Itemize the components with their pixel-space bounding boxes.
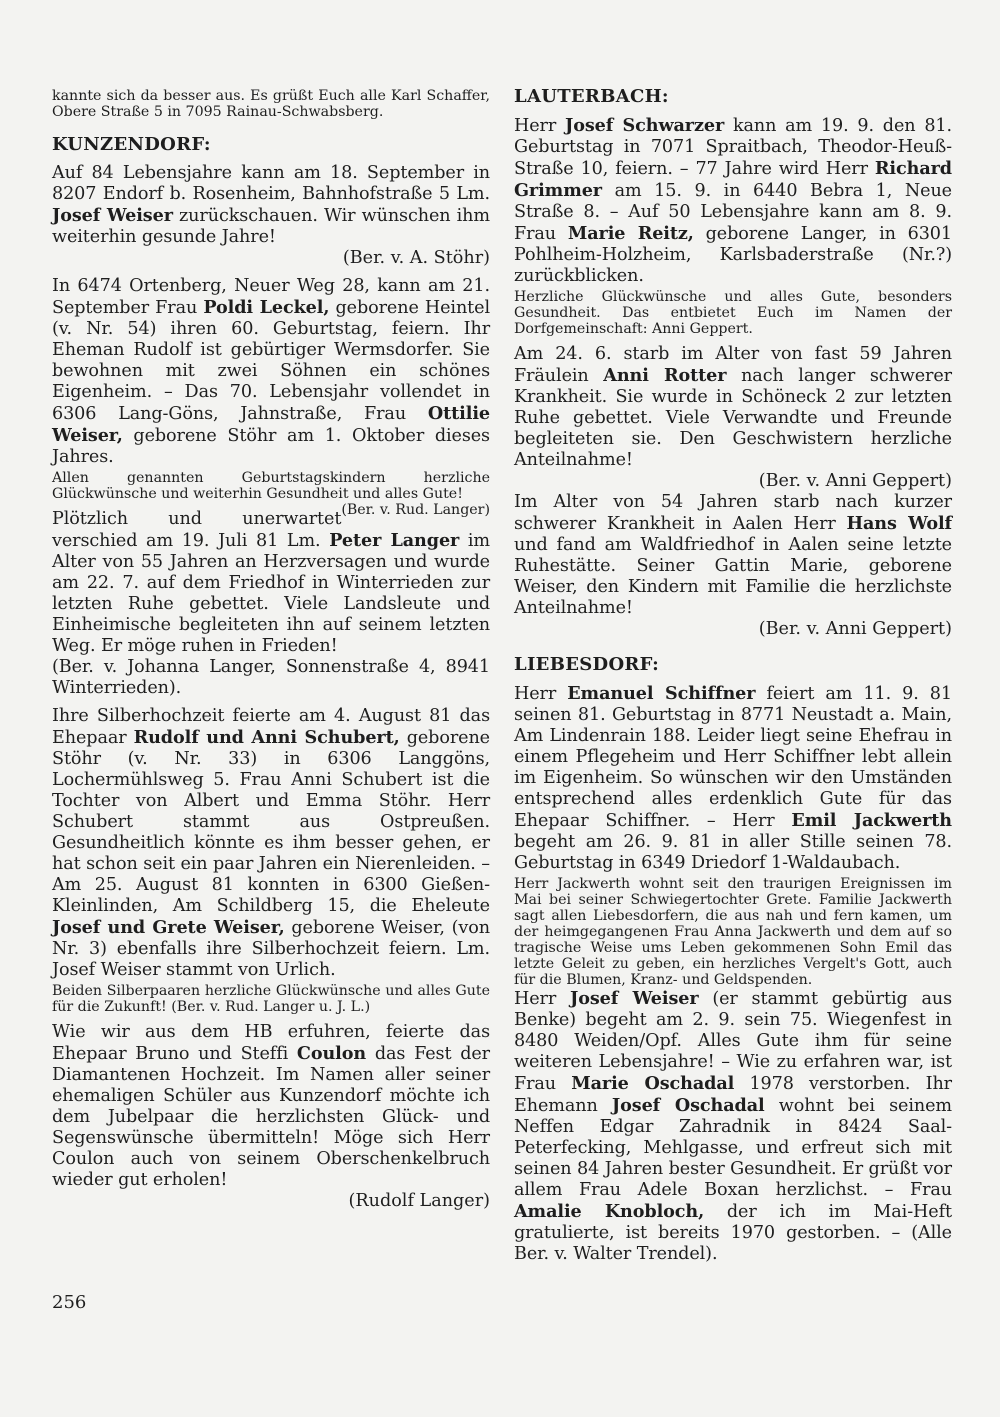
person-name: Josef und Grete Weiser,	[52, 917, 285, 938]
text-run: Auf 84 Lebensjahre kann am 18. September in 8207 Endorf b. Rosenheim, Bahnhofstraße 5 Lm.	[52, 163, 490, 204]
small-print-note	[52, 983, 490, 1015]
text-run: das Fest der Diamantenen Hochzeit. Im Namen aller seiner ehemaligen Schüler aus Kunzendorf möchte ich dem Jubelpaar die herzlichsten Glück- und Segenswünsche übermitteln! Möge sich Herr Coulon auch von seinem Oberschenkelbruch wieder gut erholen!	[52, 1044, 490, 1190]
text-run: Herr	[514, 684, 568, 704]
person-name: Emanuel Schiffner	[567, 683, 756, 704]
text-run: 1978 verstorben. Ihr Ehemann	[514, 1074, 952, 1116]
person-name: Richard Grimmer	[514, 158, 952, 201]
text-run: kann am 19. 9. den 81. Geburtstag in 7071 Spraitbach, Theodor-Heuß-Straße 10, feiern. – 77 Jahre wird Herr	[514, 116, 952, 179]
text-run: (er stammt gebürtig aus Benke) begeht am 2. 9. sein 75. Wiegenfest in 8480 Weiden/Opf. Alles Gute ihm für seine weiteren Lebensjahre! – Wie zu erfahren war, ist Frau	[514, 989, 952, 1094]
text-run: kannte sich da besser aus. Es grüßt Euch alle Karl Schaffer, Obere Straße 5 in 7095 Rainau-Schwabsberg.	[52, 88, 490, 120]
paragraph	[52, 657, 490, 699]
small-print-note	[514, 289, 952, 337]
page-number: 256	[52, 1292, 87, 1313]
person-name: Peter Langer	[329, 530, 460, 551]
person-name: Josef Weiser	[570, 988, 699, 1009]
person-name: Coulon	[296, 1043, 367, 1064]
person-name: Hans Wolf	[846, 513, 953, 534]
section-heading	[514, 654, 952, 676]
left-column	[52, 86, 490, 1212]
small-print-note	[52, 470, 490, 518]
paragraph	[52, 509, 490, 657]
text-run: (Rudolf Langer)	[348, 1191, 490, 1211]
person-name: Poldi Leckel,	[203, 297, 330, 318]
person-name: Josef Schwarzer	[564, 115, 725, 136]
text-run: im Alter von 55 Jahren an Herzversagen und wurde am 22. 7. auf dem Friedhof in Winterrieden zur letzten Ruhe gebettet. Viele Landsleute und Einheimische begleiteten ihn auf seinem letzten Weg. Er möge ruhen in Frieden!	[52, 531, 490, 656]
paragraph	[52, 706, 490, 981]
text-run: nach langer schwerer Krankheit. Sie wurde in Schöneck 2 zur letzten Ruhe gebettet. Viele Verwandte und Freunde begleiteten sie. Den Geschwistern herzliche Anteilnahme!	[514, 366, 952, 470]
text-run: und fand am Waldfriedhof in Aalen seine letzte Ruhestätte. Seiner Gattin Marie, geborene Weiser, den Kindern mit Familie die herzlichste Anteilnahme!	[514, 535, 952, 618]
text-run: Herr Jackwerth wohnt seit den traurigen Ereignissen im Mai bei seiner Schwiegertochter Grete. Familie Jackwerth sagt allen Liebesdorfern, die aus nah und fern kamen, um der heimgegangenen Frau Anna Jackwerth und dem auf so tragische Weise ums Leben gekommenen Sohn Emil das letzte Geleit zu geben, ein herzliches Vergelt's Gott, auch für die Blumen, Kranz- und Geldspenden.	[514, 876, 952, 988]
paragraph	[52, 163, 490, 248]
report-attribution	[52, 1191, 490, 1212]
person-name: Josef Weiser	[52, 205, 173, 226]
text-run: Herzliche Glückwünsche und alles Gute, besonders Gesundheit. Das entbietet Euch im Namen der Dorfgemeinschaft: Anni Geppert.	[514, 289, 952, 337]
text-run: geborene Stöhr am 1. Oktober dieses Jahres.	[52, 426, 490, 467]
text-run: (Ber. v. A. Stöhr)	[342, 248, 490, 268]
person-name: Anni Rotter	[603, 365, 727, 386]
text-run: Allen genannten Geburtstagskindern herzliche Glückwünsche und weiterhin Gesundheit und alles Gute!	[52, 470, 490, 502]
person-name: Josef Oschadal	[611, 1095, 765, 1116]
text-run: (Ber. v. Johanna Langer, Sonnenstraße 4, 8941 Winterrieden).	[52, 657, 490, 698]
text-run: Herr	[514, 989, 570, 1009]
text-run: In 6474 Ortenberg, Neuer Weg 28, kann am 21. September Frau	[52, 276, 490, 318]
paragraph	[52, 1022, 490, 1191]
text-run: der ich im Mai-Heft gratulierte, ist bereits 1970 gestorben. – (Alle Ber. v. Walter Trendel).	[514, 1202, 952, 1264]
paragraph	[514, 115, 952, 287]
text-run: Plötzlich und unerwartet verschied am 19. Juli 81 Lm.	[52, 509, 342, 551]
paragraph	[514, 492, 952, 619]
paragraph	[514, 683, 952, 874]
text-run: am 15. 9. in 6440 Bebra 1, Neue Straße 8. – Auf 50 Lebensjahre kann am 8. 9. Frau	[514, 181, 952, 244]
text-run: Am 24. 6. starb im Alter von fast 59 Jahren Fräulein	[514, 344, 952, 386]
text-run: (Ber. v. Anni Geppert)	[758, 471, 952, 491]
person-name: Ottilie Weiser,	[52, 403, 490, 446]
small-print-note	[514, 876, 952, 988]
person-name: Marie Reitz,	[567, 223, 694, 244]
text-run: (Ber. v. Anni Geppert)	[758, 619, 952, 639]
text-run: KUNZENDORF:	[52, 134, 211, 155]
person-name: Marie Oschadal	[571, 1073, 735, 1094]
text-run: feiert am 11. 9. 81 seinen 81. Geburtstag in 8771 Neustadt a. Main, Am Lindenrain 188. Leider liegt seine Ehefrau in einem Pflegeheim und Herr Schiffner lebt allein im Eigenheim. So wünschen wir den Umständen entsprechend alles erdenklich Gute für das Ehepaar Schiffner. – Herr	[514, 684, 952, 831]
text-run: Beiden Silberpaaren herzliche Glückwünsche und alles Gute für die Zukunft! (Ber. v. Rud. Langer u. J. L.)	[52, 983, 490, 1015]
text-run: Im Alter von 54 Jahren starb nach kurzer schwerer Krankheit in Aalen Herr	[514, 492, 952, 534]
text-run: LIEBESDORF:	[514, 654, 660, 675]
text-run: Ihre Silberhochzeit feierte am 4. August 81 das Ehepaar	[52, 706, 490, 748]
section-heading	[514, 86, 952, 108]
paragraph	[514, 344, 952, 471]
report-attribution: (Ber. v. Rud. Langer)	[341, 502, 490, 518]
paragraph	[514, 988, 952, 1265]
text-run: Wie wir aus dem HB erfuhren, feierte das Ehepaar Bruno und Steffi	[52, 1022, 490, 1064]
text-run: begeht am 26. 9. 81 in aller Stille seinen 78. Geburtstag in 6349 Driedorf 1-Waldaubach.	[514, 832, 952, 873]
text-run: LAUTERBACH:	[514, 86, 669, 107]
small-print-note	[52, 88, 490, 120]
right-column	[514, 86, 952, 1265]
report-attribution	[514, 619, 952, 640]
section-heading	[52, 134, 490, 156]
text-run: geborene Stöhr (v. Nr. 33) in 6306 Langgöns, Lochermühlsweg 5. Frau Anni Schubert ist die Tochter von Albert und Emma Stöhr. Herr Schubert stammt aus Ostpreußen. Gesundheitlich könnte es ihm besser gehen, er hat schon seit ein paar Jahren ein Nierenleiden. – Am 25. August 81 konnten in 6300 Gießen-Kleinlinden, Am Schildberg 15, die Eheleute	[52, 728, 490, 916]
text-run: geborene Langer, in 6301 Pohlheim-Holzheim, Karlsbaderstraße (Nr.?) zurückblicken.	[514, 224, 952, 286]
person-name: Amalie Knobloch,	[514, 1201, 705, 1222]
report-attribution	[514, 471, 952, 492]
paragraph	[52, 276, 490, 468]
person-name: Rudolf und Anni Schubert,	[133, 727, 400, 748]
text-run: wohnt bei seinem Neffen Edgar Zahradnik in 8424 Saal-Peterfecking, Mehlgasse, und erfreut sich mit seinen 84 Jahren bester Gesundheit. Er grüßt vor allem Frau Adele Boxan herzlichst. – Frau	[514, 1096, 952, 1200]
text-run: Herr	[514, 116, 565, 136]
text-run: geborene Heintel (v. Nr. 54) ihren 60. Geburtstag, feiern. Ihr Eheman Rudolf ist gebürtiger Wermsdorfer. Sie bewohnen mit zwei Söhnen ein schönes Eigenheim. – Das 70. Lebensjahr vollendet in 6306 Lang-Göns, Jahnstraße, Frau	[52, 298, 490, 424]
text-run: zurückschauen. Wir wünschen ihm weiterhin gesunde Jahre!	[52, 206, 490, 247]
text-run: geborene Weiser, (von Nr. 3) ebenfalls ihre Silberhochzeit feiern. Lm. Josef Weiser stammt von Urlich.	[52, 918, 490, 980]
person-name: Emil Jackwerth	[791, 810, 952, 831]
report-attribution	[52, 248, 490, 269]
